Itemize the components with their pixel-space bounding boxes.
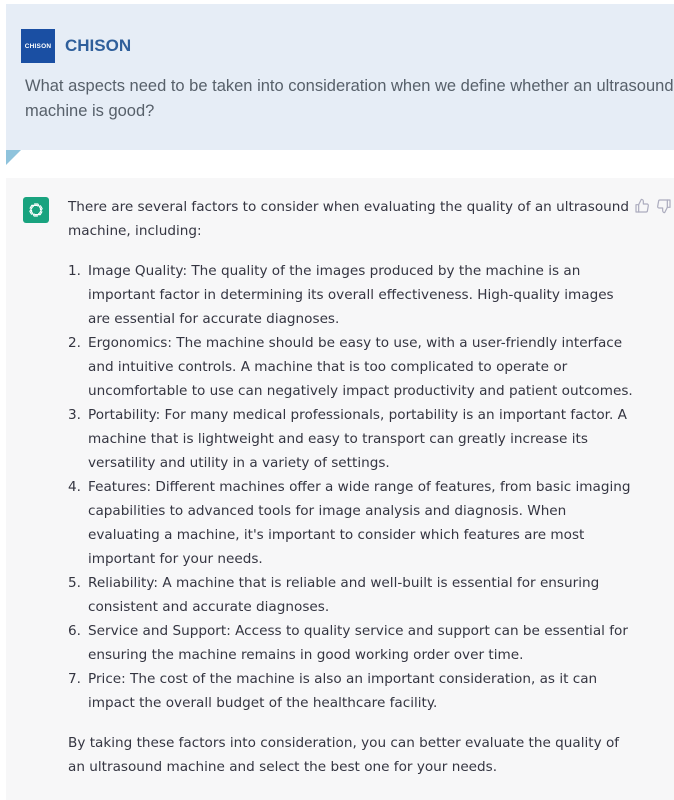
factor-list <box>68 259 638 715</box>
feedback-buttons <box>634 198 672 214</box>
answer-body <box>68 195 638 779</box>
list-number: 7. <box>68 671 81 687</box>
list-text: Ergonomics: The machine should be easy to use, with a user-friendly interface and intuitive controls. A machine that is too complicated to operate or uncomfortable to use can negatively impact productivity and patient outcomes. <box>88 335 633 399</box>
list-item <box>68 331 638 403</box>
list-text: Features: Different machines offer a wide range of features, from basic imaging capabilities to advanced tools for image analysis and diagnosis. When evaluating a machine, it's important to consider which features are most important for your needs. <box>88 479 631 567</box>
brand-row <box>21 30 131 62</box>
list-number: 3. <box>68 407 81 423</box>
list-number: 6. <box>68 623 81 639</box>
answer-conclusion: By taking these factors into consideration, you can better evaluate the quality of an ultrasound machine and select the best one for your needs. <box>68 735 620 775</box>
question-card <box>6 4 674 150</box>
list-text: Price: The cost of the machine is also an important consideration, as it can impact the overall budget of the healthcare facility. <box>88 671 598 711</box>
list-item <box>68 259 638 331</box>
question-text: What aspects need to be taken into consideration when we define whether an ultrasound machine is good? <box>25 77 674 120</box>
list-item <box>68 571 638 619</box>
list-item <box>68 475 638 571</box>
answer-intro: There are several factors to consider when evaluating the quality of an ultrasound machine, including: <box>68 199 630 239</box>
brand-name: CHISON <box>65 36 132 55</box>
list-item <box>68 667 638 715</box>
list-text: Image Quality: The quality of the images produced by the machine is an important factor in determining its overall effectiveness. High-quality images are essential for accurate diagnoses. <box>88 263 614 327</box>
thumbs-down-icon[interactable] <box>656 198 672 214</box>
list-text: Portability: For many medical professionals, portability is an important factor. A machine that is lightweight and easy to transport can greatly increase its versatility and utility in a variety of settings. <box>88 407 627 471</box>
list-text: Reliability: A machine that is reliable and well-built is essential for ensuring consistent and accurate diagnoses. <box>88 575 600 615</box>
chison-logo: CHISON <box>21 29 55 63</box>
list-item <box>68 403 638 475</box>
list-number: 5. <box>68 575 81 591</box>
list-number: 1. <box>68 263 81 279</box>
list-text: Service and Support: Access to quality service and support can be essential for ensuring the machine remains in good working order over time. <box>88 623 628 663</box>
openai-logo-icon <box>23 197 49 223</box>
list-item <box>68 619 638 667</box>
answer-card <box>6 178 674 800</box>
question-pointer <box>6 150 21 165</box>
list-number: 4. <box>68 479 81 495</box>
list-number: 2. <box>68 335 81 351</box>
